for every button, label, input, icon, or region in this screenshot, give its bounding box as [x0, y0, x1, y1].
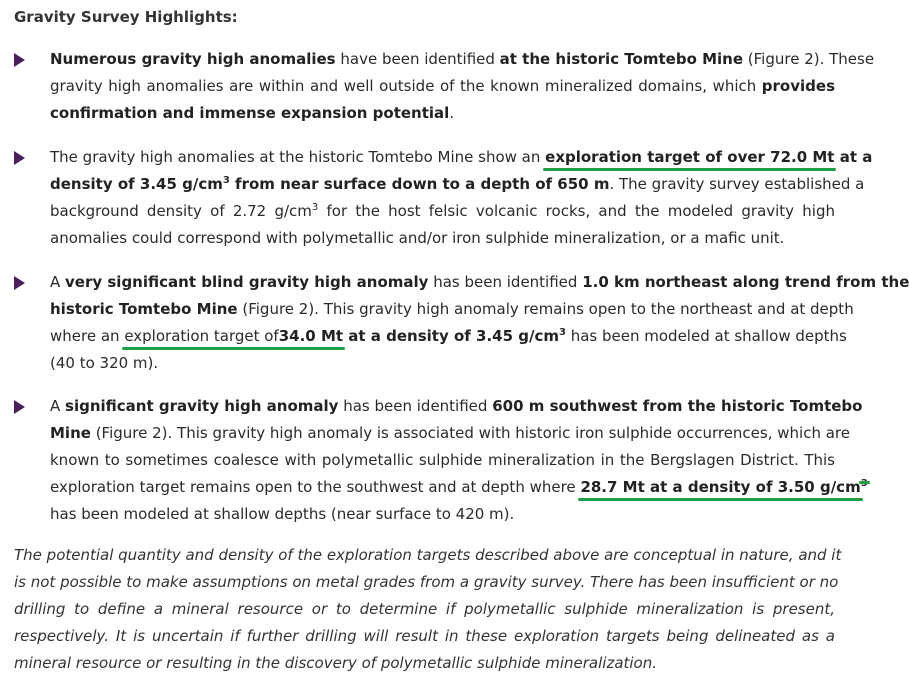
paragraph-line [50, 73, 835, 100]
text-run: A [50, 273, 66, 291]
text-run: has been identified [338, 397, 493, 415]
text-run: (Figure 2). This gravity high anomaly is associated with historic iron sulphide occurrences, which are [90, 424, 850, 442]
paragraph-line [50, 393, 863, 420]
paragraph-line [50, 296, 854, 323]
text-run: (40 to 320 m). [50, 354, 159, 372]
text-run: (Figure 2). These [743, 50, 875, 68]
text-run: 34.0 Mt [279, 323, 343, 350]
text-run: 1.0 km northeast along trend from the [582, 273, 909, 291]
text-run: at a [834, 148, 873, 166]
text-run: (Figure 2). This gravity high anomaly remains open to the northeast and at depth [237, 300, 854, 318]
disclaimer-line: drilling to define a mineral resource or to determine if polymetallic sulphide mineralization is present, [14, 600, 835, 618]
text-run: Mine [50, 424, 91, 442]
disclaimer-line: mineral resource or resulting in the discovery of polymetallic sulphide mineralization. [14, 654, 658, 672]
paragraph-line [50, 269, 909, 296]
text-run: significant gravity high anomaly [65, 397, 339, 415]
paragraph-line [50, 171, 865, 198]
text-run: exploration target of over 72.0 Mt [545, 144, 834, 171]
text-run: . [449, 104, 455, 122]
disclaimer-line: respectively. It is uncertain if further drilling will result in these exploration targets being delineated as a [14, 627, 835, 645]
paragraph-line [50, 350, 835, 377]
text-run: known to sometimes coalesce with polymetallic sulphide mineralization in the Bergslagen District. This [50, 451, 835, 469]
paragraph-line [50, 420, 850, 447]
text-run: 600 m southwest from the historic Tomtebo [492, 397, 863, 415]
text-run: provides [761, 77, 835, 95]
bullet-triangle-icon [14, 53, 24, 67]
text-run: at the historic Tomtebo Mine [499, 50, 744, 68]
section-heading: Gravity Survey Highlights: [14, 8, 238, 26]
disclaimer-line: The potential quantity and density of the exploration targets described above are conceptual in nature, and it [14, 546, 842, 564]
text-run: 28.7 Mt at a density of 3.50 g/cm [580, 474, 860, 501]
paragraph-line [50, 144, 873, 171]
text-run: exploration target remains open to the southwest and at depth where [50, 478, 581, 496]
text-run: background density of 2.72 g/cm [50, 202, 312, 220]
text-run: has been modeled at shallow depths [565, 327, 847, 345]
text-run: at a density of 3.45 g/cm [343, 327, 559, 345]
text-run: has been identified [428, 273, 583, 291]
bullet-triangle-icon [14, 400, 24, 414]
text-run: The gravity high anomalies at the historic Tomtebo Mine show an [50, 148, 546, 166]
text-run: A [50, 397, 66, 415]
text-run: 3 [222, 175, 230, 186]
text-run: exploration target of [124, 323, 278, 350]
disclaimer-line: is not possible to make assumptions on metal grades from a gravity survey. There has been insufficient or no [14, 573, 839, 591]
paragraph-line [50, 447, 835, 474]
text-run: gravity high anomalies are within and well outside of the known mineralized domains, which [50, 77, 762, 95]
paragraph-line [50, 46, 875, 73]
text-run: have been identified [335, 50, 500, 68]
text-run: anomalies could correspond with polymetallic and/or iron sulphide mineralization, or a mafic unit. [50, 229, 785, 247]
text-run: density of 3.45 g/cm [50, 175, 223, 193]
paragraph-line [50, 323, 847, 350]
text-run: from near surface down to a depth of 650 m [229, 175, 610, 193]
text-run: . The gravity survey established a [609, 175, 865, 193]
text-run: historic Tomtebo Mine [50, 300, 238, 318]
text-run: 3 [311, 202, 319, 213]
bullet-triangle-icon [14, 151, 24, 165]
text-run: where an [50, 327, 125, 345]
paragraph-line [50, 225, 835, 252]
text-run: confirmation and immense expansion potential [50, 104, 450, 122]
text-run: Numerous gravity high anomalies [50, 50, 336, 68]
text-run: has been modeled at shallow depths (near surface to 420 m). [50, 505, 515, 523]
paragraph-line [50, 501, 835, 528]
paragraph-line: exploration target remains open to the southwest and at depth where 28.7 Mt at a density of 3.50 $g/cm^3$ [50, 474, 835, 501]
paragraph-line [50, 198, 835, 225]
text-run: very significant blind gravity high anomaly [65, 273, 429, 291]
text-run: for the host felsic volcanic rocks, and the modeled gravity high [318, 202, 835, 220]
paragraph-line [50, 100, 835, 127]
bullet-triangle-icon [14, 276, 24, 290]
text-run: 3 [559, 327, 566, 338]
